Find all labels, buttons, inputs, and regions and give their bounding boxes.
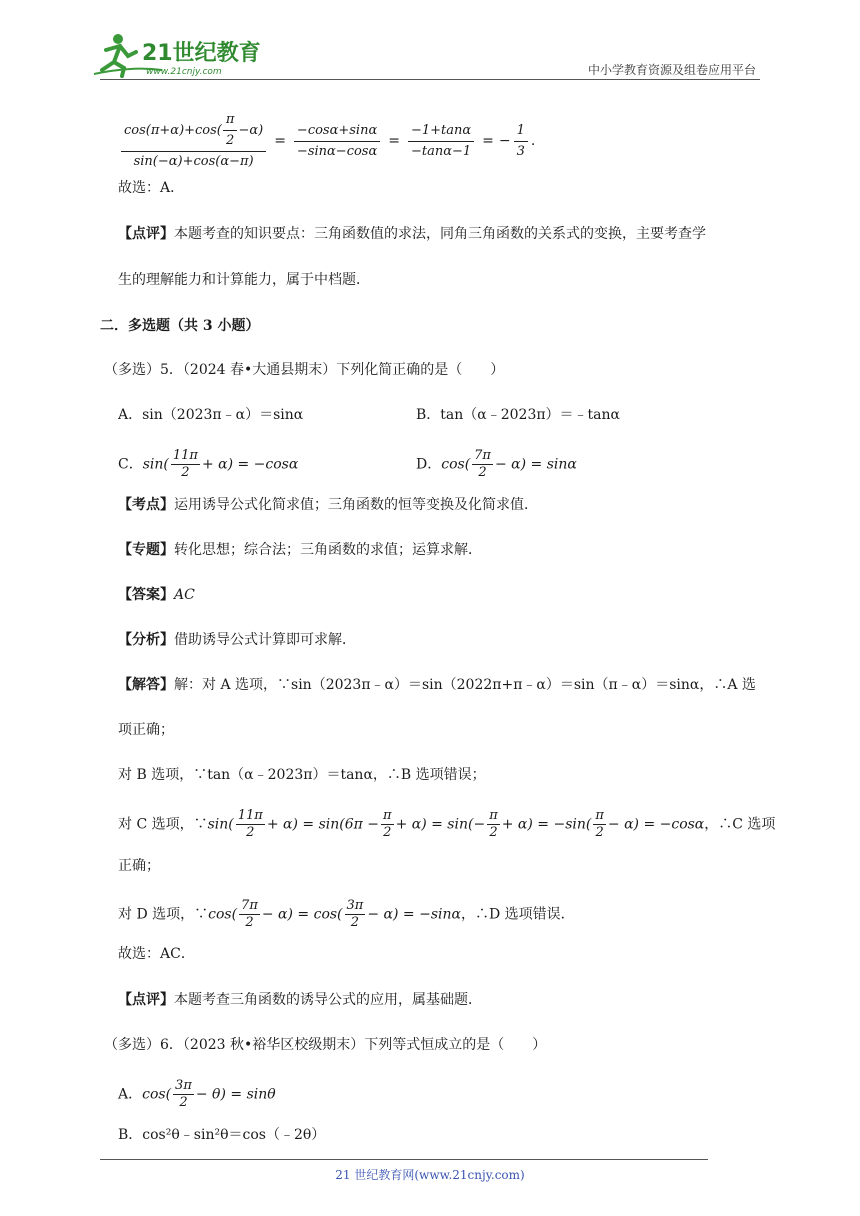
q5-zhuanti: 【专题】转化思想；综合法；三角函数的求值；运算求解． bbox=[118, 542, 482, 558]
q5-option-b: B．tan（α﹣2023π）＝﹣tanα bbox=[416, 407, 621, 423]
q5-stem: （多选）5．（2024 春•大通县期末）下列化简正确的是（ ） bbox=[104, 362, 505, 378]
q4-result-fraction: $\frac{1}{3}$ bbox=[514, 121, 528, 162]
q5-option-c: C．sin( $\frac{11\pi}{2}$ + α) = −cosα bbox=[118, 448, 299, 480]
page-header bbox=[0, 0, 860, 90]
q6-option-b: B．cos²θ﹣sin²θ＝cos（﹣2θ） bbox=[118, 1127, 326, 1143]
q5-jieda-c: 对 C 选项，∵sin( $\frac{11\pi}{2}$ + α) = sin(6π − $\frac{\pi}{2}$ + α) = sin(− $\frac{\pi}{2}$ + α) = −sin( $\frac{\pi}{2}$ − α) = −cosα，∴C 选项 bbox=[118, 808, 776, 840]
q5-option-d: D．cos( $\frac{7\pi}{2}$ − α) = sinα bbox=[416, 448, 577, 480]
q5-jieda-c-line2: 正确； bbox=[118, 858, 160, 874]
q5-jieda-line1: 【解答】解：对 A 选项，∵sin（2023π﹣α）＝sin（2022π+π﹣α）＝sin（π﹣α）＝sinα，∴A 选 bbox=[118, 677, 756, 693]
section-title-multi-choice: 二．多选题（共 3 小题） bbox=[100, 318, 260, 334]
q5-answer: 【答案】AC bbox=[118, 587, 195, 603]
q5-fenxi: 【分析】借助诱导公式计算即可求解． bbox=[118, 632, 356, 648]
header-divider bbox=[100, 79, 760, 80]
q4-comment-line1: 【点评】本题考查的知识要点：三角函数值的求法，同角三角函数的关系式的变换，主要考查学 bbox=[118, 226, 706, 242]
logo-url: www.21cnjy.com bbox=[146, 67, 222, 77]
q4-lhs-fraction: cos(π+α)+cos( $\frac{\pi}{2}$ −α) sin(−α)+cos(α−π) bbox=[121, 110, 266, 172]
footer-divider bbox=[100, 1159, 708, 1160]
q5-comment: 【点评】本题考查三角函数的诱导公式的应用，属基础题． bbox=[118, 992, 482, 1008]
q4-right-fraction: $\frac{-1+\tan\alpha}{-\tan\alpha-1}$ bbox=[408, 121, 474, 162]
q4-mid-fraction: $\frac{-\cos\alpha+\sin\alpha}{-\sin\alpha-\cos\alpha}$ bbox=[294, 121, 380, 162]
q5-kaodian: 【考点】运用诱导公式化简求值；三角函数的恒等变换及化简求值． bbox=[118, 497, 538, 513]
logo-text: 21世纪教育 bbox=[142, 41, 261, 66]
page-footer: 21 世纪教育网(www.21cnjy.com) bbox=[335, 1168, 525, 1182]
q4-formula: cos(π+α)+cos( $\frac{\pi}{2}$ −α) sin(−α)+cos(α−π) = $\frac{-\cos\alpha+\sin\alpha}{-\sin\alpha-\cos\alpha}$ = $\frac{-1+\tan\alpha}{-\tan\alpha-1}$ = − $\frac{1}{3}$ . bbox=[118, 110, 535, 172]
q5-jieda-d: 对 D 选项，∵cos( $\frac{7\pi}{2}$ − α) = cos( $\frac{3\pi}{2}$ − α) = −sinα，∴D 选项错误． bbox=[118, 898, 575, 930]
q4-comment-line2: 生的理解能力和计算能力，属于中档题． bbox=[118, 272, 370, 288]
q5-option-a: A．sin（2023π﹣α）＝sinα bbox=[118, 407, 304, 423]
logo-21cnjy bbox=[92, 30, 262, 80]
q6-option-a: A．cos( $\frac{3\pi}{2}$ − θ) = sinθ bbox=[118, 1078, 276, 1110]
q6-stem: （多选）6．（2023 秋•裕华区校级期末）下列等式恒成立的是（ ） bbox=[104, 1037, 547, 1053]
q5-jieda-b: 对 B 选项，∵tan（α﹣2023π）＝tanα，∴B 选项错误； bbox=[118, 767, 486, 783]
q4-choice: 故选：A． bbox=[118, 180, 185, 196]
q5-jieda-line2: 项正确； bbox=[118, 722, 174, 738]
header-platform-text: 中小学教育资源及组卷应用平台 bbox=[587, 63, 756, 77]
q5-choice: 故选：AC． bbox=[118, 946, 195, 962]
